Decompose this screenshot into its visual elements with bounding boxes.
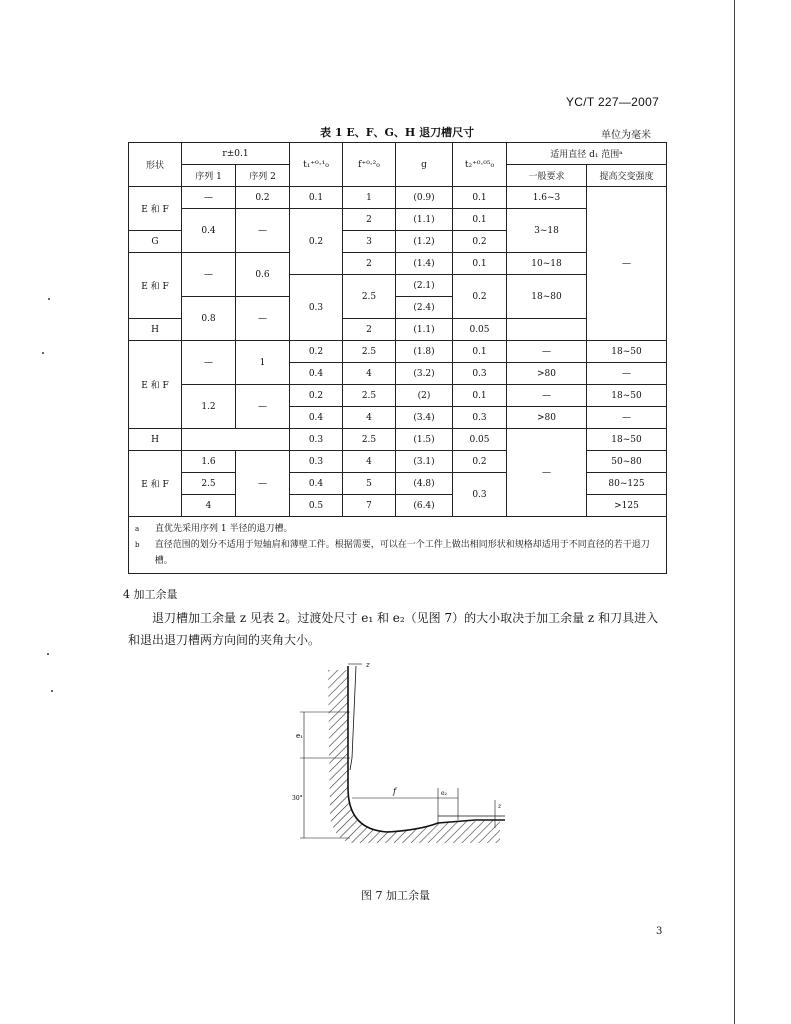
- table-cell: —: [587, 363, 667, 385]
- table-cell: 0.5: [290, 495, 343, 517]
- table-cell: E 和 F: [129, 253, 182, 319]
- scan-speck: [42, 352, 44, 354]
- header-fatigue: 提高交变强度: [587, 165, 667, 187]
- table-cell: 3: [343, 231, 396, 253]
- table-cell: —: [507, 429, 587, 517]
- figure-caption: 图 7 加工余量: [361, 889, 430, 902]
- table-cell: 2: [343, 253, 396, 275]
- table-row: [129, 253, 667, 275]
- table-unit: 单位为毫米: [601, 130, 651, 141]
- table-cell: 0.2: [453, 231, 507, 253]
- table-cell: 2.5: [343, 275, 396, 319]
- table-cell: 18~50: [587, 341, 667, 363]
- table-cell: —: [507, 385, 587, 407]
- table-cell: 1.6: [182, 451, 236, 473]
- table-cell: —: [507, 341, 587, 363]
- label-e1: e₁: [296, 732, 303, 740]
- header-f: f⁺⁰·²₀: [343, 143, 396, 187]
- table-cell: 0.2: [453, 275, 507, 319]
- table-cell: 10~18: [507, 253, 587, 275]
- label-z-right: z: [498, 803, 502, 810]
- table-cell: 2.5: [343, 429, 396, 451]
- table-cell: 0.3: [290, 429, 343, 451]
- table-cell: (2.1): [396, 275, 453, 297]
- label-angle: 30°: [292, 795, 303, 802]
- table-cell: 0.1: [453, 253, 507, 275]
- table-cell: 18~50: [587, 385, 667, 407]
- table-cell: 2.5: [182, 473, 236, 495]
- undercut-profile: [348, 666, 505, 832]
- table-cell: 2.5: [343, 341, 396, 363]
- table-cell: 0.1: [453, 187, 507, 209]
- table-cell: >80: [507, 407, 587, 429]
- table-cell: —: [587, 407, 667, 429]
- header-general: 一般要求: [507, 165, 587, 187]
- table-cell: H: [129, 429, 182, 451]
- table-cell: —: [236, 297, 290, 341]
- table-cell: —: [236, 385, 290, 429]
- table-note: [135, 521, 660, 537]
- table-cell: 80~125: [587, 473, 667, 495]
- table-cell: (4.8): [396, 473, 453, 495]
- table-caption: 表 1 E、F、G、H 退刀槽尺寸: [320, 126, 475, 139]
- table-cell: (1.2): [396, 231, 453, 253]
- table-cell: 0.3: [453, 407, 507, 429]
- table-cell: 50~80: [587, 451, 667, 473]
- table-cell: 2: [343, 319, 396, 341]
- table-cell: 0.2: [290, 209, 343, 275]
- table-cell: (0.9): [396, 187, 453, 209]
- table-cell: E 和 F: [129, 451, 182, 517]
- table-cell: 0.05: [453, 319, 507, 341]
- table-cell: 4: [343, 363, 396, 385]
- table-cell: (1.1): [396, 319, 453, 341]
- table-cell: 0.8: [182, 297, 236, 341]
- note-text: 直径范围的划分不适用于短轴肩和薄壁工件。根据需要，可以在一个工件上做出相同形状和规格却适用于不同直径的若干退刀槽。: [154, 540, 650, 566]
- table-cell: 5: [343, 473, 396, 495]
- note-text: 直优先采用序列 1 半径的退刀槽。: [155, 524, 293, 534]
- table-cell: 0.2: [290, 385, 343, 407]
- table-cell: 4: [343, 451, 396, 473]
- table-cell: 0.2: [236, 187, 290, 209]
- table-cell: (1.1): [396, 209, 453, 231]
- table-cell: —: [236, 451, 290, 517]
- tool-line: [350, 666, 356, 770]
- table-header-row: [129, 143, 667, 165]
- table-cell: H: [129, 319, 182, 341]
- scan-speck: [48, 298, 50, 300]
- table-cell: 0.05: [453, 429, 507, 451]
- table-cell: 7: [343, 495, 396, 517]
- table-cell: 1.6~3: [507, 187, 587, 209]
- table-row: [129, 209, 667, 231]
- table-notes-row: [129, 517, 667, 574]
- label-e2: e₂: [441, 790, 447, 797]
- table-cell: (3.1): [396, 451, 453, 473]
- table-cell: —: [182, 187, 236, 209]
- table-row: [129, 187, 667, 209]
- page-number: 3: [656, 926, 663, 937]
- scan-edge-line: [734, 0, 735, 1024]
- table-row: [129, 429, 667, 451]
- table-cell: 4: [182, 495, 236, 517]
- header-series1: 序列 1: [182, 165, 236, 187]
- table-cell: G: [129, 231, 182, 253]
- note-mark: b: [135, 541, 140, 549]
- standard-code: YC/T 227—2007: [566, 95, 660, 109]
- table-cell: 0.2: [290, 341, 343, 363]
- header-series2: 序列 2: [236, 165, 290, 187]
- table-cell: 1: [236, 341, 290, 385]
- header-g: g: [396, 143, 453, 187]
- table-cell: 1: [343, 187, 396, 209]
- scan-speck: [47, 653, 49, 655]
- table-cell: 0.4: [290, 363, 343, 385]
- section-heading: 4 加工余量: [123, 588, 178, 601]
- table-cell: 0.3: [290, 275, 343, 341]
- undercut-dimension-table: [128, 142, 667, 574]
- table-cell: (1.4): [396, 253, 453, 275]
- table-cell: (1.8): [396, 341, 453, 363]
- table-cell: 1.2: [182, 385, 236, 429]
- machining-allowance-figure: [290, 658, 525, 868]
- table-notes: [129, 517, 667, 574]
- table-cell: 2.5: [343, 385, 396, 407]
- table-cell: 0.3: [453, 473, 507, 517]
- hatched-workpiece: [328, 670, 500, 843]
- table-cell: —: [182, 341, 236, 385]
- table-cell: 0.4: [290, 473, 343, 495]
- table-cell: 0.1: [290, 187, 343, 209]
- note-mark: a: [135, 525, 140, 533]
- table-cell: —: [236, 209, 290, 253]
- table-cell: (1.5): [396, 429, 453, 451]
- table-cell: 0.3: [453, 363, 507, 385]
- label-f: f: [393, 787, 396, 796]
- table-row: [129, 341, 667, 363]
- label-z-top: z: [366, 661, 370, 669]
- body-paragraph: 退刀槽加工余量 z 见表 2。过渡处尺寸 e₁ 和 e₂（见图 7）的大小取决于加工余量 z 和刀具进入和退出退刀槽两方向间的夹角大小。: [128, 611, 659, 647]
- table-row: [129, 473, 667, 495]
- table-cell: (2.4): [396, 297, 453, 319]
- header-shape: 形状: [129, 143, 182, 187]
- table-cell: 0.6: [236, 253, 290, 297]
- table-cell: (3.4): [396, 407, 453, 429]
- table-cell: 0.4: [182, 209, 236, 253]
- table-cell: —: [587, 187, 667, 341]
- table-cell: 4: [343, 407, 396, 429]
- table-cell: 0.4: [290, 407, 343, 429]
- table-cell: 2: [343, 209, 396, 231]
- table-cell: [507, 319, 587, 341]
- table-row: [129, 385, 667, 407]
- scan-speck: [51, 690, 53, 692]
- table-cell: 18~80: [507, 275, 587, 319]
- table-cell: [182, 429, 290, 451]
- table-cell: >80: [507, 363, 587, 385]
- table-cell: 18~50: [587, 429, 667, 451]
- table-cell: 0.1: [453, 341, 507, 363]
- table-cell: 0.2: [453, 451, 507, 473]
- table-cell: —: [182, 253, 236, 297]
- header-t1: t₁⁺⁰·¹₀: [290, 143, 343, 187]
- table-cell: 0.3: [290, 451, 343, 473]
- table-cell: 0.1: [453, 209, 507, 231]
- table-note: [135, 537, 660, 569]
- table-row: [129, 451, 667, 473]
- header-diameter: 适用直径 d₁ 范围ᵃ: [507, 143, 667, 165]
- table-row: [129, 495, 667, 517]
- table-cell: E 和 F: [129, 341, 182, 429]
- table-cell: 3~18: [507, 209, 587, 253]
- table-cell: 0.1: [453, 385, 507, 407]
- table-cell: (3.2): [396, 363, 453, 385]
- table-cell: (2): [396, 385, 453, 407]
- header-t2: t₂⁺⁰·⁰⁵₀: [453, 143, 507, 187]
- header-r: r±0.1: [182, 143, 290, 165]
- table-cell: >125: [587, 495, 667, 517]
- table-cell: E 和 F: [129, 187, 182, 231]
- table-cell: (6.4): [396, 495, 453, 517]
